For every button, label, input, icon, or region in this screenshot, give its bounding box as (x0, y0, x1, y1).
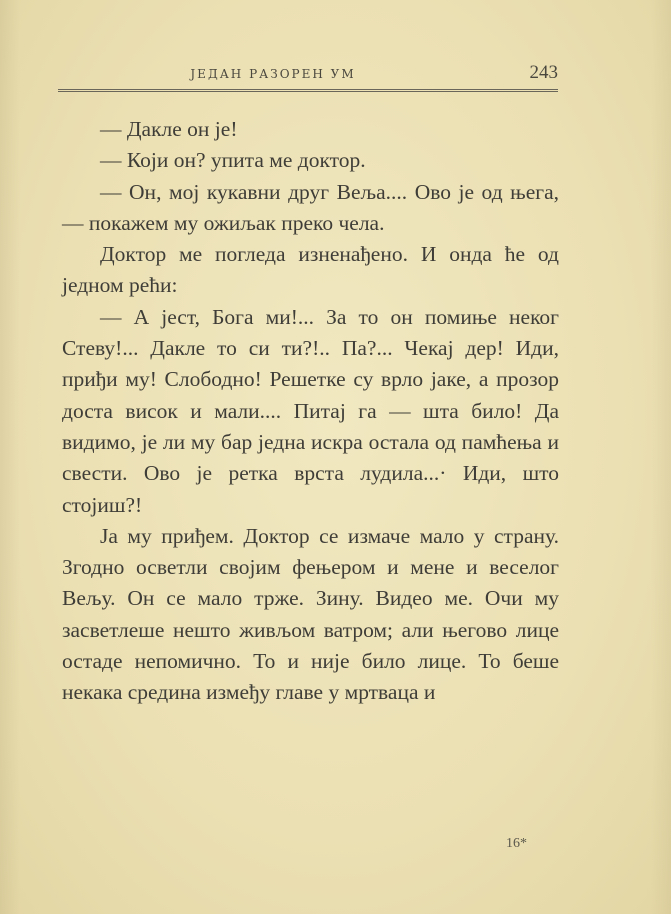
paragraph: — Који он? упита ме доктор. (100, 148, 366, 173)
paragraph: Ја му приђем. Доктор се измаче мало у страну. Згодно осветли својим фењером и мене и веселог Вељу. Он се мало трже. Зину. Видео ме. Очи му засветлеше нешто живљом ватром; али његово лице остаде непомично. То и није било лице. То беше некака средина између главе у мртваца и (62, 523, 559, 705)
signature-mark: 16* (506, 836, 527, 851)
page-header (58, 62, 558, 86)
paragraph: — Он, мој кукавни друг Веља.... Ово је од њега, — покажем му ожиљак преко чела. (62, 179, 559, 235)
paragraph: Доктор ме погледа изненађено. И онда ће од једном рећи: (62, 242, 559, 298)
running-title: ЈЕДАН РАЗОРЕН УМ (190, 67, 356, 81)
paragraph: — А јест, Бога ми!... За то он помиње неког Стеву!... Дакле то си ти?!.. Па?... Чекај дер! Иди, приђи му! Слободно! Решетке су врло јаке, а прозор доста висок и мали.... Питај га — шта било! Да видимо, је ли му бар једна искра остала од памћења и свести. Ово је ретка врста лудила...· Иди, што стојиш?! (62, 304, 559, 517)
body-text (62, 114, 559, 709)
paragraph: — Дакле он је! (100, 117, 238, 141)
header-rule (58, 89, 558, 92)
page-number: 243 (529, 62, 558, 83)
